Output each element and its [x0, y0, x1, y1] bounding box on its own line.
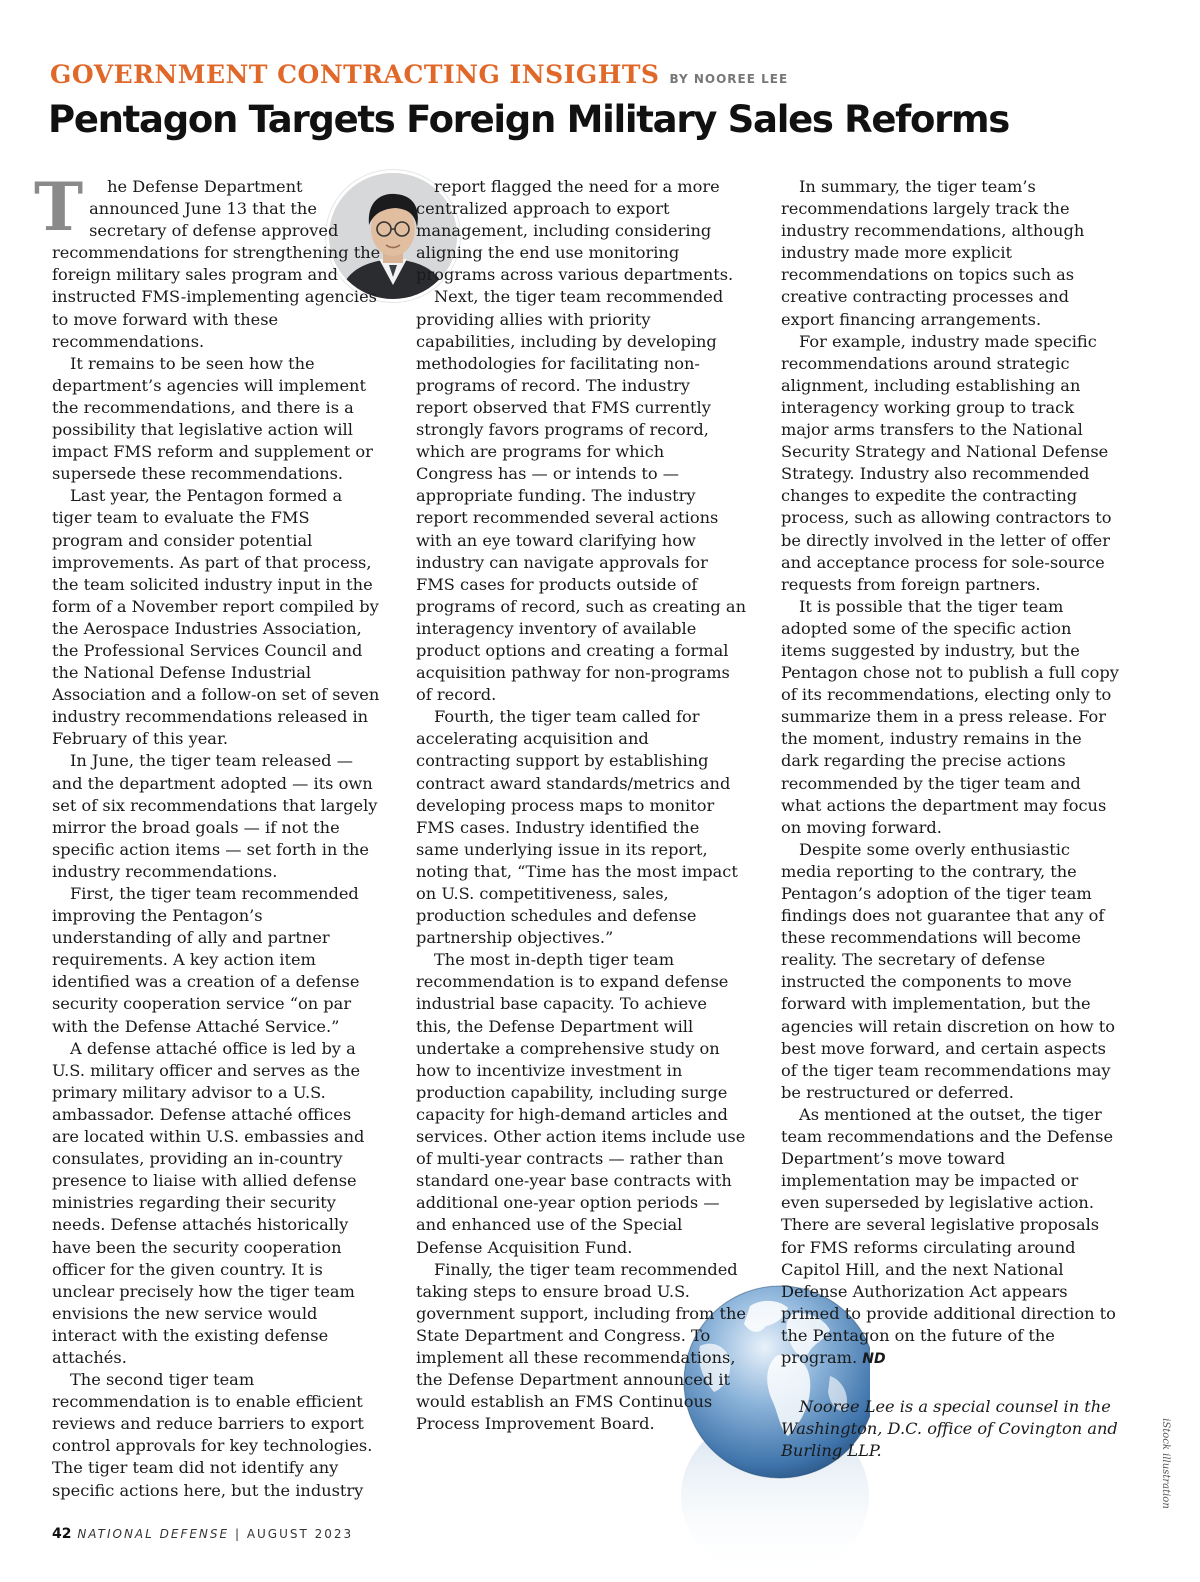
article-column-2	[416, 176, 746, 1435]
section-kicker	[50, 60, 788, 94]
image-credit	[1148, 1418, 1171, 1509]
article-column-1	[34, 168, 382, 1502]
paragraph: The second tiger team recommendation is to enable efficient reviews and reduce barriers to export control approvals for key technologies. The tiger team did not identify any specific actions here, but the industry	[52, 1370, 373, 1500]
publication-name: NATIONAL DEFENSE	[77, 1527, 230, 1541]
paragraph: report flagged the need for a more centralized approach to export management, including considering aligning the end use monitoring programs across various departments.	[416, 177, 734, 285]
issue-date: AUGUST 2023	[246, 1527, 354, 1541]
paragraph: he Defense Department announced June 13 that the secretary of defense approved recommendations for strengthening the foreign military sales program and instructed FMS-implementing agencies to move forward with these recommendations.	[52, 177, 381, 351]
end-mark: ND	[862, 1350, 886, 1367]
paragraph: For example, industry made specific recommendations around strategic alignment, including establishing an interagency working group to track major arms transfers to the National Security Strategy and National Defense Strategy. Industry also recommended changes to expedite the contracting process, such as allowing contractors to be directly involved in the letter of offer and acceptance process for sole-source requests from foreign partners.	[781, 331, 1112, 594]
paragraph: Finally, the tiger team recommended taking steps to ensure broad U.S. government support, including from the State Department and Congress. To implement all these recommendations, the Defense Department announced it would establish an FMS Continuous Process Improvement Board.	[416, 1259, 746, 1434]
author-bio: Nooree Lee is a special counsel in the Washington, D.C. office of Covington and Burling LLP.	[781, 1397, 1118, 1461]
article-column-3	[781, 176, 1121, 1462]
paragraph: Fourth, the tiger team called for accelerating acquisition and contracting support by establishing contract award standards/metrics and developing process maps to monitor FMS cases. Industry identified the same underlying issue in its report, noting that, “Time has the most impact on U.S. competitiveness, sales, production schedules and defense partnership objectives.”	[416, 707, 738, 948]
closing-paragraph	[781, 1104, 1121, 1370]
headline: Pentagon Targets Foreign Military Sales Reforms	[48, 98, 1010, 141]
paragraph: It remains to be seen how the department’s agencies will implement the recommendations, and there is a possibility that legislative action will impact FMS reform and supplement or supersede these recommendations.	[52, 353, 373, 484]
paragraph: In summary, the tiger team’s recommendations largely track the industry recommendations, although industry made more explicit recommendations on topics such as creative contracting processes and export financing arrangements.	[781, 177, 1085, 329]
byline: BY NOOREE LEE	[669, 72, 789, 86]
footer-separator: |	[234, 1527, 241, 1541]
paragraph: Next, the tiger team recommended providing allies with priority capabilities, including by developing methodologies for facilitating non-programs of record. The industry report observed that FMS currently strongly favors programs of record, which are programs for which Congress has — or intends to — appropriate funding. The industry report recommended several actions with an eye toward clarifying how industry can navigate approvals for FMS cases for products outside of programs of record, such as creating an interagency inventory of available product options and creating a formal acquisition pathway for non-programs of record.	[416, 287, 747, 705]
page-number: 42	[52, 1526, 72, 1542]
paragraph: Last year, the Pentagon formed a tiger team to evaluate the FMS program and consider potential improvements. As part of that process, the team solicited industry input in the form of a November report compiled by the Aerospace Industries Association, the Professional Services Council and the National Defense Industrial Association and a follow-on set of seven industry recommendations released in February of this year.	[52, 486, 380, 749]
paragraph: As mentioned at the outset, the tiger team recommendations and the Defense Department’s move toward implementation may be impacted or even superseded by legislative action. There are several legislative proposals for FMS reforms circulating around Capitol Hill, and the next National Defense Authorization Act appears primed to provide additional direction to the Pentagon on the future of the program.	[781, 1104, 1116, 1367]
paragraph: A defense attaché office is led by a U.S. military officer and serves as the primary military advisor to a U.S. ambassador. Defense attaché offices are located within U.S. embassies and consulates, providing an in-country presence to liaise with allied defense ministries regarding their security needs. Defense attachés historically have been the security cooperation officer for the given country. It is unclear precisely how the tiger team envisions the new service would interact with the existing defense attachés.	[52, 1038, 365, 1367]
kicker-text: GOVERNMENT CONTRACTING INSIGHTS	[50, 60, 660, 89]
paragraph: First, the tiger team recommended improving the Pentagon’s understanding of ally and partner requirements. A key action item identified was a creation of a defense security cooperation service “on par with the Defense Attaché Service.”	[52, 884, 360, 1036]
paragraph: Despite some overly enthusiastic media reporting to the contrary, the Pentagon’s adoption of the tiger team findings does not guarantee that any of these recommendations will become reality. The secretary of defense instructed the components to move forward with implementation, but the agencies will retain discretion on how to best move forward, and certain aspects of the tiger team recommendations may be restructured or deferred.	[781, 839, 1116, 1102]
image-credit-text: iStock illustration	[1159, 1418, 1171, 1509]
paragraph: The most in-depth tiger team recommendation is to expand defense industrial base capacity. To achieve this, the Defense Department will undertake a comprehensive study on how to incentivize investment in production capability, including surge capacity for high-demand articles and services. Other action items include use of multi-year contracts — rather than standard one-year base contracts with additional one-year option periods — and enhanced use of the Special Defense Acquisition Fund.	[416, 950, 746, 1257]
paragraph: In June, the tiger team released — and the department adopted — its own set of six recommendations that largely mirror the broad goals — if not the specific action items — set forth in the industry recommendations.	[52, 751, 378, 881]
paragraph: It is possible that the tiger team adopted some of the specific action items suggested by industry, but the Pentagon chose not to publish a full copy of its recommendations, electing only to summarize them in a press release. For the moment, industry remains in the dark regarding the precise actions recommended by the tiger team and what actions the department may focus on moving forward.	[781, 596, 1119, 837]
page-footer	[52, 1526, 353, 1542]
drop-cap: T	[34, 168, 84, 246]
